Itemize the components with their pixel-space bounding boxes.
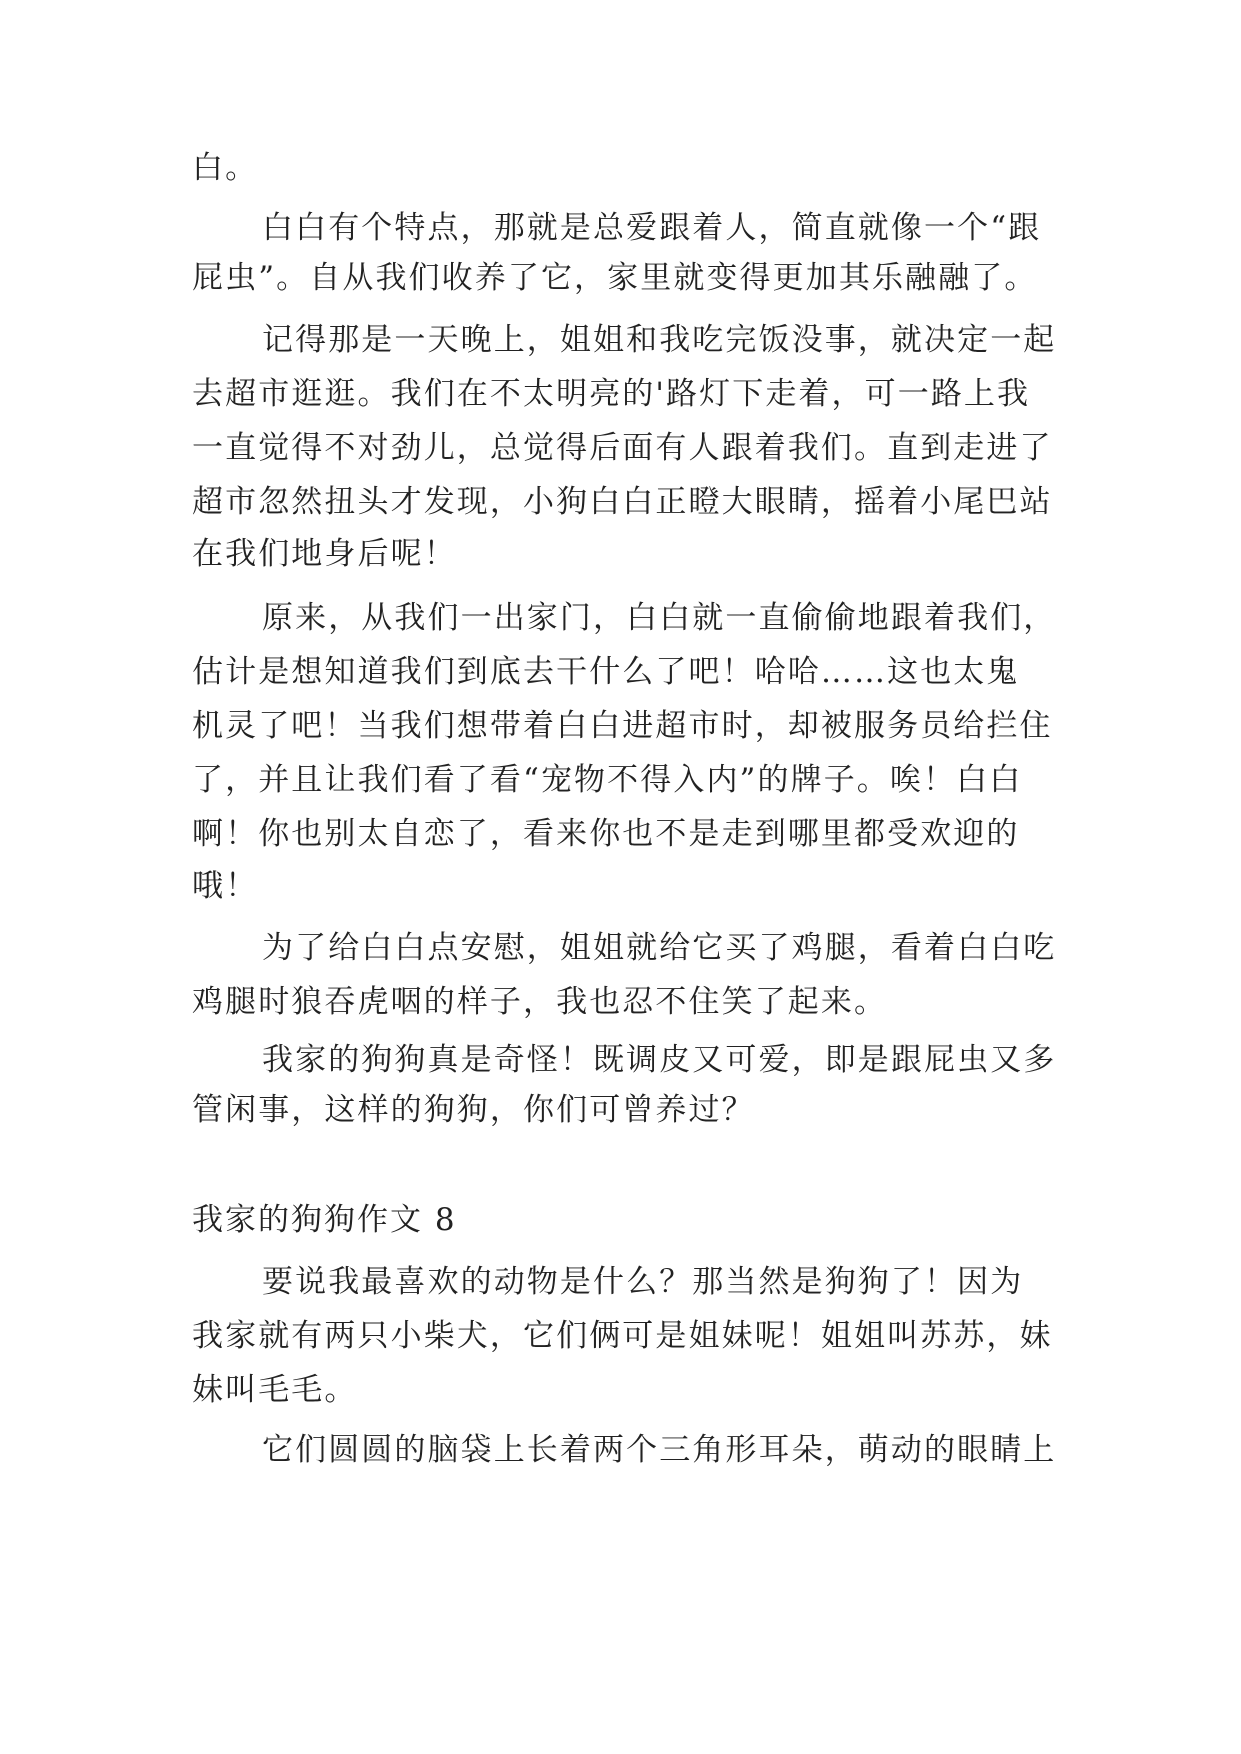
paragraph-line: 为了给白白点安慰，姐姐就给它买了鸡腿，看着白白吃	[262, 930, 1057, 966]
paragraph-line: 机灵了吧！当我们想带着白白进超市时，却被服务员给拦住	[192, 708, 1053, 744]
paragraph-line: 我家就有两只小柴犬，它们俩可是姐妹呢！姐姐叫苏苏，妹	[192, 1318, 1053, 1354]
paragraph-line: 一直觉得不对劲儿，总觉得后面有人跟着我们。直到走进了	[192, 430, 1053, 466]
paragraph-line: 鸡腿时狼吞虎咽的样子，我也忍不住笑了起来。	[192, 984, 888, 1020]
paragraph-line: 去超市逛逛。我们在不太明亮的'路灯下走着，可一路上我	[192, 376, 1031, 412]
paragraph-line: 它们圆圆的脑袋上长着两个三角形耳朵，萌动的眼睛上	[262, 1432, 1057, 1468]
section-heading: 我家的狗狗作文 8	[192, 1202, 457, 1238]
paragraph-line: 记得那是一天晚上，姐姐和我吃完饭没事，就决定一起	[262, 322, 1057, 358]
paragraph-line: 原来，从我们一出家门，白白就一直偷偷地跟着我们，	[262, 600, 1057, 636]
paragraph-line: 了，并且让我们看了看“宠物不得入内”的牌子。唉！白白	[192, 762, 1023, 798]
paragraph-line: 超市忽然扭头才发现，小狗白白正瞪大眼睛，摇着小尾巴站	[192, 484, 1053, 520]
paragraph-line: 屁虫”。自从我们收养了它，家里就变得更加其乐融融了。	[192, 260, 1038, 296]
paragraph-line: 要说我最喜欢的动物是什么？那当然是狗狗了！因为	[262, 1264, 1024, 1300]
paragraph-line: 我家的狗狗真是奇怪！既调皮又可爱，即是跟屁虫又多	[262, 1042, 1057, 1078]
paragraph-line: 哦！	[192, 868, 259, 904]
paragraph-line: 啊！你也别太自恋了，看来你也不是走到哪里都受欢迎的	[192, 816, 1020, 852]
paragraph-line: 估计是想知道我们到底去干什么了吧！哈哈……这也太鬼	[192, 654, 1020, 690]
paragraph-line: 管闲事，这样的狗狗，你们可曾养过？	[192, 1092, 755, 1128]
paragraph-line: 在我们地身后呢！	[192, 536, 457, 572]
paragraph-line: 白白有个特点，那就是总爱跟着人，简直就像一个“跟	[262, 210, 1042, 246]
paragraph-line: 妹叫毛毛。	[192, 1372, 358, 1408]
paragraph-line: 白。	[192, 150, 259, 186]
